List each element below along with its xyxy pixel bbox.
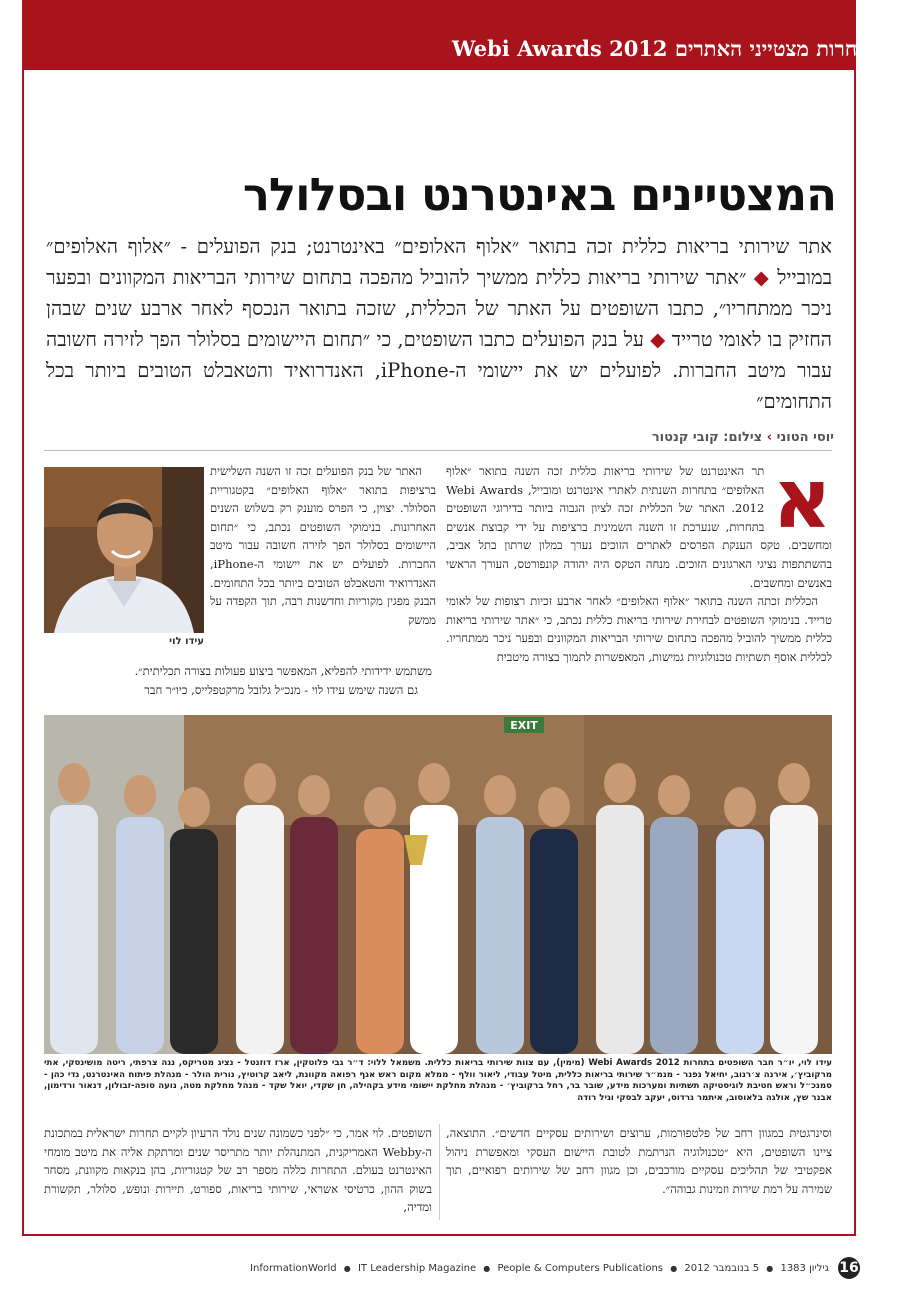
frame-border-right <box>854 70 856 1235</box>
article-paragraph: תר האינטרנט של שירותי בריאות כללית זכה השנה בתואר ״אלוף האלופים״ בתחרות השנתית לאתרי אינטרנט ומובייל, Webi Awards 2012. האתר של הכללית זכה לציון הגבוה ביותר בדירוגי השופטים בתחרות, שנערכת זו השנה השמינית ברציפות על ידי קבוצת אנשים ומחשבים. טקס הענקת הפרסים לאתרים הזוכים נערך במלון שרתון בתל אביב, בהשתתפות נציגי הארגונים הזוכים. מנחה הטקס היה יהודה קונפורטס, העורך הראשי באנשים ומחשבים. <box>446 464 832 590</box>
portrait-caption: עידו לוי <box>169 636 204 647</box>
page-number: 16 <box>838 1257 860 1279</box>
footer-publication: IT Leadership Magazine <box>357 1263 477 1274</box>
article-paragraph: הכללית זכתה השנה בתואר ״אלוף האלופים״ לאחר ארבע זכיות רצופות של לאומי טרייד. בנימוקי השופטים לבחירת שירותי בריאות כללית נכתב, כי ״אתר שירותי בריאות כללית ממשיך להוביל מהפכה בתחום שירותי הבריאות המקוונים ובפער ניכר ממתחריו. לכללית אוסף תשתיות טכנולוגיות גמישות, המאפשרות לתמוך בצורה מיטבית <box>446 594 832 664</box>
exit-sign: EXIT <box>510 719 538 732</box>
article-headline: המצטיינים באינטרנט ובסלולר <box>242 168 836 221</box>
article-column-bottom-right <box>446 1124 832 1224</box>
byline-photo-credit: צילום: קובי קנטור <box>651 430 763 445</box>
frame-border-bottom <box>22 1234 856 1236</box>
photo-caption: עידו לוי, יו״ר חבר השופטים בתחרות Webi Awards 2012 (מימין), עם צוות שירותי בריאות כללית. משמאל ללוי: ד״ר גבי פלוטקין, ארז דוזנטל - נציג מטריקס, נגה צרפתי, ריטה מושינסקי, אתי מרקוביץ׳, אירנה צ׳רנוב, יחיאל גפנר - מנמ״ר שירותי בריאות כללית, מיטל עבודי, ליאור וולף - ממלא מקום ראש אגף רפואה מקוונת, ליאב קרוטיץ, נורית הולר - מנהלת פיתוח האינטרנט, גדי כהן - סמנכ״ל וראש חטיבת לוגיסטיקה תשתיות ומערכות מידע, שובר בר, רחל ברקוביץ׳ - מנהלת מחלקת יישומי מידע בקהילה, חן שקדי, יואל שקד - מנהל מחלקת מטה, נועה סופה-זבולון, דנאור ורדימון, אבנר שץ, אולגה בלאוסוב, איתמר גרדוס, יעקב לבסקי וגיל רודה <box>44 1058 832 1103</box>
article-paragraph: וסינרגטית במגוון רחב של פלטפורמות, ערוצים ושירותים עסקיים חדשים״. התוצאה, ציינו השופטים, היא ״טכנולוגיה הנרתמת לטובת היישום העסקי ומאפשרת ניהול אפקטיבי של תהליכים עסקיים מורכבים, וכן מגוון רחב של שירותים רפואיים, תוך שמירה על רמת שירות וזמינות גבוהה״. <box>446 1126 832 1196</box>
bullet-dot-icon: ● <box>483 1264 491 1273</box>
byline <box>652 430 834 445</box>
article-continuation <box>44 662 432 702</box>
byline-separator: › <box>766 430 773 445</box>
lead-part-3: על בנק הפועלים כתבו השופטים, כי ״תחום היישומים בסלולר הפך לזירה חשובה עבור מיטב החברות. לפועלים יש את יישומי ה-iPhone, האנדרואיד והטאבלט הטובים ביותר בכל התחומים״ <box>46 328 832 413</box>
frame-border-left <box>22 70 24 1235</box>
portrait-photo <box>44 467 204 633</box>
section-title: תחרות מצטייני האתרים Webi Awards 2012 <box>451 36 870 61</box>
footer-date: 5 בנובמבר 2012 <box>684 1263 760 1274</box>
bullet-dot-icon: ● <box>766 1264 774 1273</box>
footer-publication: People & Computers Publications <box>497 1263 664 1274</box>
article-column-bottom-left <box>44 1124 432 1224</box>
footer-issue: גיליון 1383 <box>780 1263 829 1274</box>
byline-divider <box>44 450 832 451</box>
footer-publication: InformationWorld <box>250 1263 337 1274</box>
group-photo <box>44 715 832 1054</box>
diamond-bullet-icon: ◆ <box>753 266 770 289</box>
article-column-right <box>446 462 832 708</box>
article-paragraph: השופטים. לוי אמר, כי ״לפני כשמונה שנים נולד הרעיון לקיים תחרות ישראלית במתכונת ה-Webby האמריקנית, המתנהלת יותר מתריסר שנים ומרתקת אליה את מיטב מומחי האינטרנט בעולם. התחרות כללה מספר רב של קטגוריות, בהן בנקאות מקוונת, מסחר בשוק ההון, כרטיסי אשראי, שירותי בריאות, ספורט, תיירות ונופש, סלולר, תקשורת ומדיה, <box>44 1126 432 1215</box>
diamond-bullet-icon: ◆ <box>650 328 666 351</box>
bullet-dot-icon: ● <box>343 1264 351 1273</box>
column-divider <box>439 1124 440 1220</box>
article-line: משתמש ידידותי להפליא, המאפשר ביצוע פעולות בצורה תכליתית״. <box>134 664 432 678</box>
drop-cap: א <box>772 462 832 547</box>
article-lead <box>46 231 832 417</box>
byline-author: יוסי הטוני <box>776 430 834 445</box>
bullet-dot-icon: ● <box>670 1264 678 1273</box>
page-footer <box>250 1257 860 1279</box>
article-line: גם השנה שימש עידו לוי - מנכ״ל גלובל מרקטפלייס, כיו״ר חבר <box>144 682 418 697</box>
lead-part-2: ״אתר שירותי בריאות כללית ממשיך להוביל מהפכה בתחום שירותי הבריאות המקוונים ובפער ניכר ממתחריו״, כתבו השופטים על האתר של הכללית, שזכה בתואר הנכסף לאחר ארבע שנים שבהן החזיק בו לאומי טרייד <box>46 266 833 351</box>
lead-part-1: אתר שירותי בריאות כללית זכה בתואר ״אלוף האלופים״ באינטרנט; בנק הפועלים - ״אלוף האלופים״ במובייל <box>46 235 832 289</box>
article-paragraph: האתר של בנק הפועלים זכה זו השנה השלישית ברציפות בתואר ״אלוף האלופים״ בקטגוריית הסלולר. יצוין, כי הפרס מוענק רק בשלוש השנים האחרונות. בנימוקי השופטים נכתב, כי ״תחום היישומים בסלולר הפך לזירה חשובה עבור מיטב החברות. לפועלים יש את יישומי ה-iPhone, האנדרואיד והטאבלט הטובים ביותר בכל התחומים. הבנק מפגין מקוריות וחדשנות רבה, תוך הקפדה על ממשק <box>210 464 436 627</box>
